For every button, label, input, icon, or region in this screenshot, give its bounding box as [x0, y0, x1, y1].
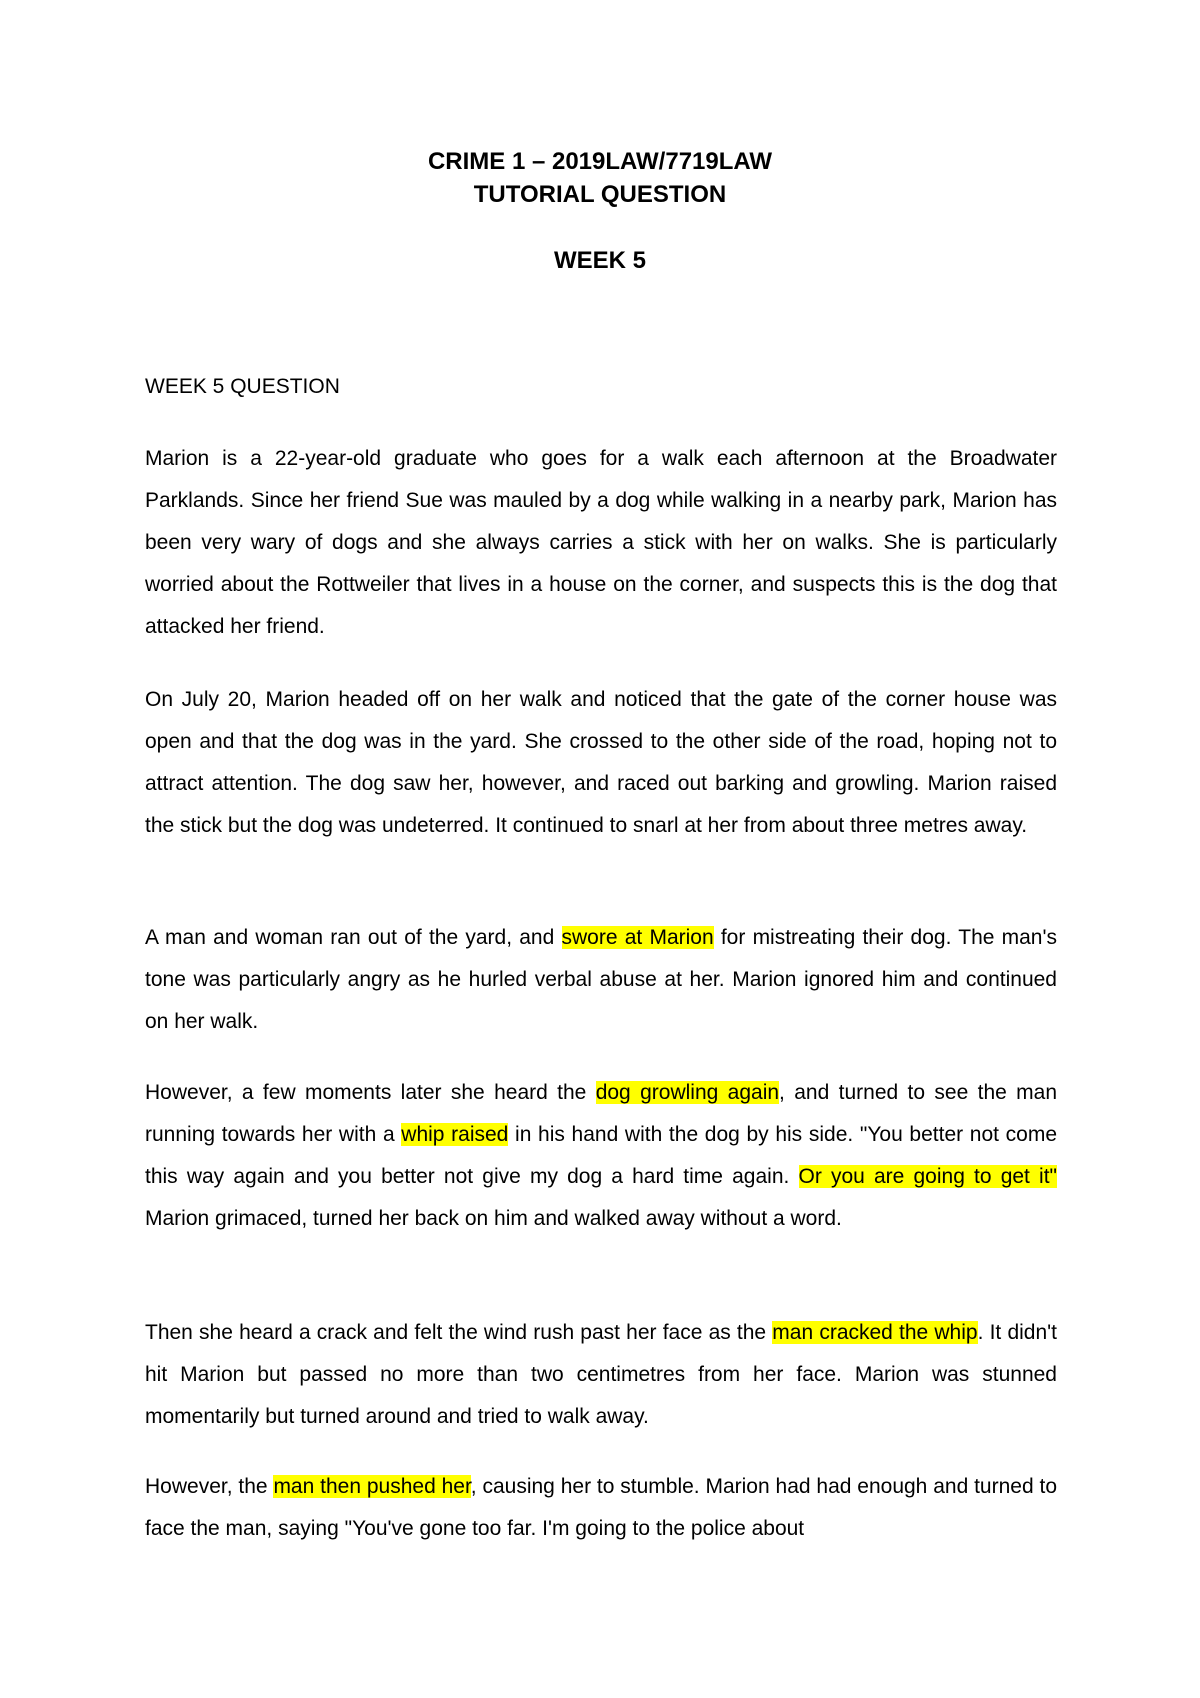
text-segment: , causing her to stumble. Marion had had enough and turned to face the man, saying "You've gone too far. I'm going to the police about: [145, 1475, 1057, 1540]
text-segment: Marion grimaced, turned her back on him and walked away without a word.: [145, 1207, 842, 1230]
question-heading: WEEK 5 QUESTION: [145, 375, 340, 398]
text-segment: , and turned to see the man running towards her with a: [145, 1081, 1058, 1146]
paragraph-3: [145, 917, 1057, 1043]
highlighted-text: swore at Marion: [561, 926, 714, 949]
text-segment: Then she heard a crack and felt the wind rush past her face as the: [145, 1321, 773, 1344]
highlighted-text: whip raised: [401, 1123, 509, 1146]
paragraph-6: [145, 1466, 1057, 1550]
text-segment: in his hand with the dog by his side. "You better not come this way again and you better not give my dog a hard time again.: [145, 1123, 1057, 1188]
course-title: CRIME 1 – 2019LAW/7719LAW: [427, 148, 773, 175]
week-title: WEEK 5: [553, 247, 646, 274]
highlighted-text: dog growling again: [595, 1081, 780, 1104]
paragraph-4: [145, 1072, 1057, 1240]
text-segment: However, a few moments later she heard the: [145, 1081, 596, 1104]
highlighted-text: man then pushed her: [273, 1475, 471, 1498]
highlighted-text: Or you are going to get it": [798, 1165, 1058, 1188]
document-subtitle: TUTORIAL QUESTION: [473, 181, 727, 208]
highlighted-text: man cracked the whip: [772, 1321, 978, 1344]
text-segment: . It didn't hit Marion but passed no more than two centimetres from her face. Marion was stunned momentarily but turned around and tried to walk away.: [145, 1321, 1057, 1428]
text-segment: for mistreating their dog. The man's tone was particularly angry as he hurled verbal abuse at her. Marion ignored him and continued on her walk.: [145, 926, 1057, 1033]
text-segment: A man and woman ran out of the yard, and: [145, 926, 562, 949]
text-segment: However, the: [145, 1475, 274, 1498]
paragraph-2: On July 20, Marion headed off on her walk and noticed that the gate of the corner house was open and that the dog was in the yard. She crossed to the other side of the road, hoping not to attract attention. The dog saw her, however, and raced out barking and growling. Marion raised the stick but the dog was undeterred. It continued to snarl at her from about three metres away.: [145, 688, 1057, 837]
paragraph-1: Marion is a 22-year-old graduate who goes for a walk each afternoon at the Broadwater Parklands. Since her friend Sue was mauled by a dog while walking in a nearby park, Marion has been very wary of dogs and she always carries a stick with her on walks. She is particularly worried about the Rottweiler that lives in a house on the corner, and suspects this is the dog that attacked her friend.: [145, 447, 1057, 638]
paragraph-5: [145, 1312, 1057, 1438]
